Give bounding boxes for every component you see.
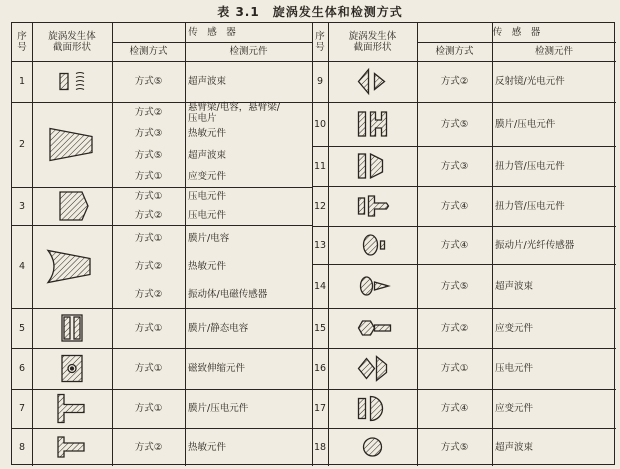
header-element: 检测元件 — [534, 46, 573, 57]
hexagon-bar-icon — [328, 308, 417, 348]
header-method: 检测方式 — [129, 46, 168, 57]
detection-element: 扭力管/压电元件 — [495, 200, 565, 212]
header-shape: 旋涡发生体 截面形状 — [348, 31, 397, 53]
row-number: 16 — [313, 363, 327, 374]
detection-method: 方式② — [134, 288, 163, 300]
semicircle-pair-icon — [328, 389, 417, 428]
detection-method: 方式④ — [440, 200, 469, 212]
detection-element: 扭力管/压电元件 — [495, 160, 565, 172]
detection-method: 方式⑤ — [440, 441, 469, 453]
detection-method: 方式③ — [440, 160, 469, 172]
detection-element: 膜片/压电元件 — [495, 118, 556, 130]
header-seq: 序 号 — [17, 31, 27, 53]
row-number: 5 — [18, 322, 26, 334]
detection-method: 方式① — [134, 322, 163, 334]
detection-element: 膜片/静态电容 — [188, 322, 249, 334]
detection-method: 方式① — [134, 170, 163, 182]
detection-element: 悬臂梁/电容，悬臂梁/ 压电片 — [188, 101, 280, 124]
row-number: 1 — [18, 76, 26, 87]
detection-method: 方式① — [134, 191, 163, 202]
detection-method: 方式⑤ — [134, 149, 163, 161]
detection-element: 热敏元件 — [188, 441, 227, 453]
t-shape-icon — [32, 389, 112, 428]
detection-method: 方式⑤ — [440, 280, 469, 292]
ellipse-cone-icon — [328, 264, 417, 308]
pentagon-icon — [32, 187, 112, 225]
row-number: 11 — [313, 160, 327, 172]
detection-element: 振动体/电磁传感器 — [188, 288, 268, 300]
detection-method: 方式④ — [440, 403, 469, 414]
detection-method: 方式① — [134, 363, 163, 374]
row-number: 2 — [18, 139, 26, 150]
detection-method: 方式② — [134, 107, 163, 119]
row-number: 12 — [313, 200, 327, 212]
detection-method: 方式③ — [134, 128, 163, 140]
detection-method: 方式① — [440, 363, 469, 374]
tee-pair-icon — [328, 186, 417, 226]
detection-method: 方式② — [134, 260, 163, 272]
detection-method: 方式① — [134, 403, 163, 414]
detection-element: 膜片/电容 — [188, 233, 230, 245]
square-hole-icon — [32, 348, 112, 389]
header-sensor: 传 感 器 — [492, 27, 541, 38]
detection-method: 方式② — [134, 441, 163, 453]
detection-element: 应变元件 — [188, 170, 227, 182]
detection-method: 方式② — [440, 322, 469, 334]
t-bar-icon — [32, 428, 112, 466]
detection-element: 压电元件 — [495, 363, 534, 374]
detection-element: 超声波束 — [188, 149, 227, 161]
row-number: 7 — [18, 403, 26, 414]
detection-element: 应变元件 — [495, 322, 534, 334]
detection-element: 磁致伸缩元件 — [188, 363, 246, 374]
h-beam-pair-icon — [328, 102, 417, 146]
detection-element: 应变元件 — [495, 403, 534, 414]
detection-method: 方式② — [440, 76, 469, 87]
detection-element: 超声波束 — [495, 280, 534, 292]
header-shape: 旋涡发生体 截面形状 — [48, 31, 96, 53]
diamond-pair-icon — [328, 348, 417, 389]
header-element: 检测元件 — [229, 46, 268, 57]
detection-element: 超声波束 — [495, 441, 534, 453]
trapezoid-icon — [32, 102, 112, 187]
detection-element: 热敏元件 — [188, 260, 227, 272]
detection-element: 热敏元件 — [188, 128, 227, 140]
sensor-table — [11, 22, 615, 465]
row-number: 13 — [313, 239, 327, 251]
row-number: 8 — [18, 441, 26, 453]
header-method: 检测方式 — [435, 46, 474, 57]
row-number: 3 — [18, 200, 26, 212]
row-number: 9 — [316, 76, 324, 87]
curved-trapezoid-icon — [32, 225, 112, 308]
detection-method: 方式④ — [440, 239, 469, 251]
header-seq: 序 号 — [315, 31, 325, 53]
detection-element: 压电元件 — [188, 210, 227, 221]
split-square-icon — [32, 308, 112, 348]
detection-element: 超声波束 — [188, 76, 227, 87]
row-number: 18 — [313, 441, 327, 453]
row-number: 6 — [18, 363, 26, 374]
trapezoid-pair-icon — [328, 146, 417, 186]
row-number: 17 — [313, 403, 327, 414]
row-number: 14 — [313, 280, 327, 292]
row-number: 10 — [313, 118, 327, 130]
detection-element: 振动片/光纤传感器 — [495, 239, 575, 251]
header-sensor: 传 感 器 — [188, 27, 236, 38]
rect-waves-icon — [32, 61, 112, 102]
detection-element: 压电元件 — [188, 191, 227, 202]
detection-element: 膜片/压电元件 — [188, 403, 249, 414]
row-number: 15 — [313, 322, 327, 334]
detection-method: 方式① — [134, 233, 163, 245]
detection-element: 反射镜/光电元件 — [495, 76, 565, 87]
hatched-circle-icon — [328, 428, 417, 466]
table-title: 表 3.1 旋涡发生体和检测方式 — [217, 5, 403, 19]
triangle-pair-icon — [328, 61, 417, 102]
row-number: 4 — [18, 261, 26, 272]
ellipse-pair-icon — [328, 226, 417, 264]
detection-method: 方式② — [134, 210, 163, 221]
detection-method: 方式⑤ — [440, 118, 469, 130]
detection-method: 方式⑤ — [134, 76, 163, 87]
